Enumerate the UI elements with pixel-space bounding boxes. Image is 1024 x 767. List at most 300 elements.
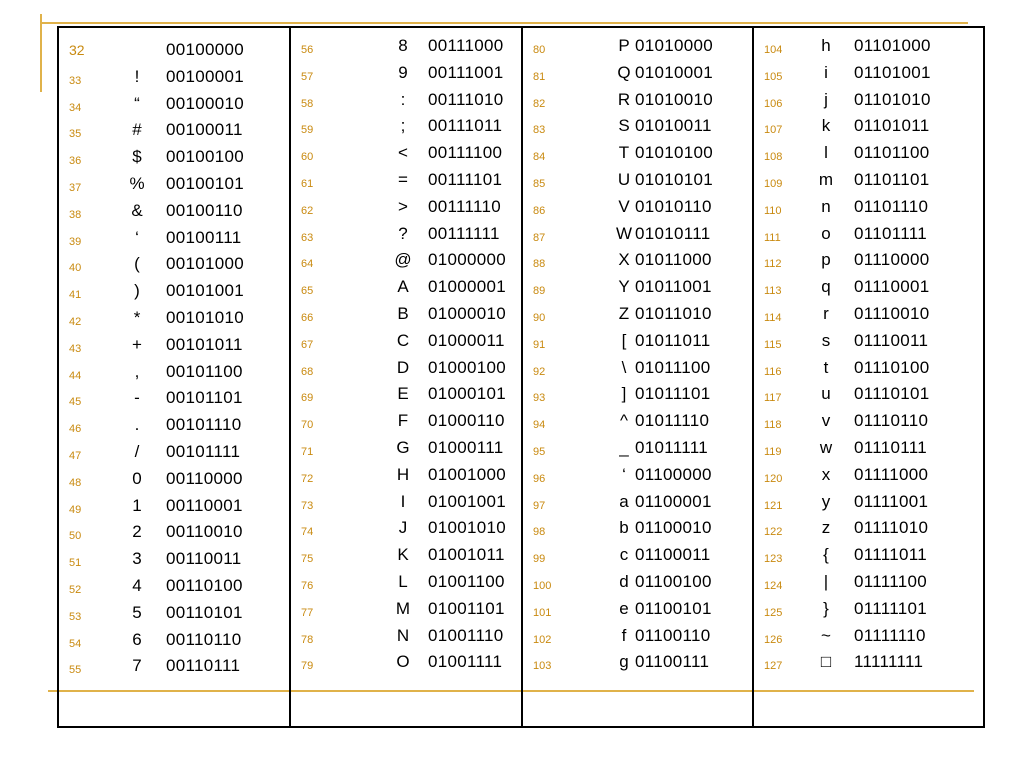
ascii-character: 2: [132, 522, 142, 542]
table-row: [754, 595, 984, 621]
table-row: [291, 541, 521, 567]
ascii-code: 127: [764, 660, 783, 673]
binary-value: 01110010: [854, 304, 930, 323]
table-row: [523, 220, 753, 246]
binary-value: 01011111: [635, 438, 708, 457]
ascii-character: 6: [132, 629, 142, 649]
binary-value: 00111100: [428, 143, 503, 163]
ascii-character: ]: [621, 384, 627, 404]
table-row: [754, 193, 984, 219]
table-row: [754, 327, 984, 353]
ascii-character: }: [823, 598, 829, 618]
table-row: [523, 139, 753, 165]
ascii-character: ‘: [135, 227, 139, 247]
ascii-code: 109: [764, 178, 783, 190]
table-row: [291, 246, 521, 272]
ascii-code: 56: [301, 44, 314, 56]
table-row: [59, 358, 289, 384]
ascii-character: L: [398, 572, 408, 591]
ascii-character: o: [821, 223, 831, 243]
ascii-character: x: [821, 464, 831, 484]
binary-value: 00111011: [428, 116, 503, 136]
table-row: [59, 411, 289, 437]
table-row: [291, 407, 521, 433]
ascii-character: g: [619, 652, 629, 672]
ascii-character: *: [133, 308, 141, 327]
ascii-code: 119: [764, 446, 782, 458]
binary-value: 01111010: [854, 518, 929, 538]
table-row: [754, 246, 984, 272]
ascii-code: 48: [69, 476, 82, 489]
table-row: [59, 626, 289, 652]
ascii-code: 97: [533, 499, 546, 512]
ascii-code: 80: [533, 44, 546, 56]
binary-value: 01110001: [854, 277, 930, 297]
table-row: [291, 568, 521, 594]
table-row: [523, 166, 753, 192]
table-row: [523, 622, 753, 648]
binary-value: 01001001: [428, 491, 507, 511]
ascii-code: 121: [764, 499, 783, 512]
table-row: [754, 380, 984, 406]
ascii-character: (: [134, 254, 140, 274]
ascii-code: 70: [301, 419, 314, 432]
table-row: [523, 568, 753, 594]
binary-value: 01110110: [854, 411, 929, 431]
ascii-code: 92: [533, 365, 546, 378]
ascii-character: %: [129, 174, 145, 193]
ascii-code: 124: [764, 580, 783, 592]
table-row: [59, 384, 289, 410]
ascii-character: n: [821, 196, 831, 216]
binary-value: 01001111: [428, 652, 503, 672]
table-row: [59, 304, 289, 330]
ascii-character: “: [134, 93, 140, 113]
binary-value: 00110101: [166, 602, 243, 622]
table-row: [754, 514, 984, 540]
table-row: [754, 59, 984, 85]
table-row: [291, 300, 521, 326]
table-row: [754, 648, 984, 674]
ascii-code: 33: [69, 74, 82, 87]
binary-value: 01011000: [635, 250, 712, 270]
decor-line-top: [40, 22, 968, 24]
binary-value: 01001110: [428, 625, 504, 645]
binary-value: 01100010: [635, 518, 712, 538]
ascii-character: 9: [398, 62, 408, 82]
table-row: [754, 541, 984, 567]
table-row: [523, 407, 753, 433]
binary-value: 01011100: [635, 357, 711, 377]
ascii-character: V: [618, 196, 630, 216]
ascii-code: 37: [69, 182, 82, 194]
ascii-code: 117: [764, 392, 782, 405]
binary-value: 00100110: [166, 200, 243, 220]
ascii-code: 69: [301, 392, 314, 405]
ascii-character: 1: [132, 495, 142, 515]
ascii-code: 101: [533, 606, 552, 619]
binary-value: 00110010: [166, 522, 243, 542]
binary-value: 01011001: [635, 277, 712, 297]
ascii-character: M: [395, 598, 411, 618]
binary-value: 01011011: [635, 330, 711, 350]
binary-value: 01110011: [854, 330, 929, 350]
binary-value: 01100111: [635, 652, 710, 672]
binary-value: 01011101: [635, 384, 711, 404]
ascii-character: i: [824, 62, 828, 82]
ascii-character: W: [615, 223, 633, 243]
ascii-code: 103: [533, 660, 552, 673]
table-row: [754, 32, 984, 58]
ascii-character: m: [818, 170, 834, 189]
table-row: [59, 197, 289, 223]
binary-value: 00111000: [428, 36, 504, 55]
ascii-code: 79: [301, 660, 314, 673]
ascii-character: 8: [398, 36, 408, 55]
binary-value: 01110000: [854, 250, 930, 270]
ascii-code: 113: [764, 285, 782, 298]
binary-value: 00111111: [428, 223, 500, 243]
table-row: [59, 90, 289, 116]
binary-value: 01110100: [854, 357, 930, 377]
ascii-character: R: [617, 89, 631, 109]
binary-value: 01110101: [854, 384, 930, 404]
ascii-code: 87: [533, 231, 546, 244]
ascii-code: 73: [301, 499, 314, 512]
ascii-character: 7: [132, 656, 142, 676]
ascii-character: K: [397, 545, 409, 565]
ascii-code: 68: [301, 365, 314, 378]
ascii-code: 66: [301, 312, 314, 324]
table-row: [523, 246, 753, 272]
table-row: [523, 193, 753, 219]
table-row: [59, 465, 289, 491]
ascii-character: ?: [398, 223, 408, 243]
binary-value: 01101010: [854, 89, 931, 109]
ascii-character: u: [821, 384, 831, 404]
column-3: [523, 28, 753, 726]
binary-value: 00101110: [166, 415, 242, 435]
ascii-character: $: [132, 147, 142, 167]
binary-value: 01100100: [635, 572, 712, 591]
ascii-character: N: [396, 625, 410, 645]
ascii-code: 42: [69, 316, 82, 328]
binary-value: 01111001: [854, 491, 929, 511]
ascii-code: 114: [764, 312, 782, 324]
ascii-code: 96: [533, 472, 546, 485]
ascii-code: 46: [69, 423, 82, 436]
table-row: [59, 518, 289, 544]
ascii-code: 58: [301, 97, 314, 110]
ascii-character: ;: [400, 116, 406, 136]
binary-value: 01000100: [428, 357, 507, 377]
binary-value: 01000111: [428, 438, 504, 457]
ascii-code: 118: [764, 419, 782, 432]
table-row: [59, 116, 289, 142]
ascii-character: [: [621, 330, 627, 350]
binary-value: 01011010: [635, 304, 712, 323]
table-row: [291, 488, 521, 514]
ascii-code: 35: [69, 128, 82, 141]
binary-value: 01110111: [854, 438, 927, 457]
binary-value: 01011110: [635, 411, 710, 431]
binary-value: 01101110: [854, 196, 929, 216]
table-row: [523, 595, 753, 621]
ascii-code: 34: [69, 101, 82, 114]
binary-value: 00100010: [166, 93, 245, 113]
ascii-character: Y: [618, 277, 630, 297]
binary-value: 01000000: [428, 250, 507, 270]
binary-value: 01001100: [428, 572, 505, 591]
ascii-character: /: [134, 442, 140, 461]
ascii-character: J: [398, 518, 408, 538]
ascii-code: 47: [69, 450, 82, 462]
ascii-code: 43: [69, 342, 82, 355]
table-row: [754, 112, 984, 138]
binary-value: 01101100: [854, 143, 930, 163]
binary-value: 01010101: [635, 170, 714, 189]
binary-value: 00110110: [166, 629, 242, 649]
binary-value: 01010111: [635, 223, 711, 243]
ascii-character: q: [821, 277, 831, 297]
table-row: [754, 622, 984, 648]
ascii-character: #: [132, 120, 142, 140]
binary-value: 00101111: [166, 442, 241, 461]
ascii-character: _: [619, 438, 629, 457]
ascii-character: r: [823, 304, 829, 323]
ascii-code: 112: [764, 258, 782, 271]
table-row: [754, 139, 984, 165]
table-row: [291, 595, 521, 621]
binary-value: 01010010: [635, 89, 714, 109]
ascii-code: 84: [533, 151, 546, 164]
binary-value: 01111101: [854, 598, 927, 618]
ascii-character: l: [824, 143, 828, 163]
binary-value: 00111001: [428, 62, 504, 82]
binary-value: 01001010: [428, 518, 507, 538]
binary-value: 01111000: [854, 464, 929, 484]
ascii-character: ,: [134, 361, 140, 381]
table-row: [523, 273, 753, 299]
table-row: [59, 572, 289, 598]
binary-value: 00101011: [166, 334, 243, 354]
ascii-character: 3: [132, 549, 142, 569]
ascii-character: .: [134, 415, 140, 435]
ascii-character: y: [821, 491, 831, 511]
ascii-character: z: [821, 518, 831, 538]
binary-value: 01000101: [428, 384, 507, 404]
ascii-character: T: [618, 143, 630, 163]
table-row: [291, 193, 521, 219]
ascii-code: 71: [301, 446, 314, 458]
binary-value: 00110111: [166, 656, 241, 676]
binary-value: 01010000: [635, 36, 714, 55]
ascii-character: &: [131, 200, 143, 220]
ascii-code: 115: [764, 338, 782, 351]
ascii-code: 45: [69, 396, 82, 409]
ascii-character: 0: [132, 468, 142, 488]
binary-value: 01111110: [854, 625, 926, 645]
table-row: [291, 112, 521, 138]
ascii-character: P: [618, 36, 630, 55]
ascii-code: 98: [533, 526, 546, 539]
table-row: [291, 32, 521, 58]
ascii-code: 38: [69, 208, 82, 221]
ascii-character: a: [619, 491, 629, 511]
binary-value: 01010100: [635, 143, 714, 163]
ascii-code: 61: [301, 178, 314, 190]
ascii-character: D: [396, 357, 410, 377]
table-row: [523, 514, 753, 540]
ascii-character: \: [621, 357, 627, 377]
ascii-character: S: [618, 116, 630, 136]
decor-line-left: [40, 14, 42, 92]
ascii-character: H: [396, 464, 410, 484]
ascii-code: 100: [533, 580, 552, 592]
ascii-character: >: [398, 196, 408, 216]
table-row: [754, 568, 984, 594]
ascii-code: 81: [533, 70, 546, 83]
table-row: [754, 354, 984, 380]
binary-value: 01100101: [635, 598, 712, 618]
ascii-code: 51: [69, 557, 82, 570]
table-row: [754, 461, 984, 487]
table-row: [59, 545, 289, 571]
ascii-code: 106: [764, 97, 783, 110]
binary-value: 00101010: [166, 308, 245, 327]
ascii-code: 95: [533, 446, 546, 458]
ascii-code: 90: [533, 312, 546, 324]
binary-value: 01001011: [428, 545, 505, 565]
ascii-character: t: [823, 357, 829, 377]
binary-value: 01001101: [428, 598, 505, 618]
ascii-character: c: [619, 545, 629, 565]
table-row: [291, 648, 521, 674]
ascii-code: 72: [301, 472, 314, 485]
table-row: [523, 488, 753, 514]
ascii-code: 39: [69, 235, 82, 248]
ascii-code: 120: [764, 472, 783, 485]
ascii-code: 62: [301, 204, 314, 217]
ascii-code: 40: [69, 262, 82, 275]
ascii-code: 104: [764, 44, 783, 56]
table-row: [754, 407, 984, 433]
ascii-code: 63: [301, 231, 314, 244]
table-row: [291, 380, 521, 406]
table-row: [523, 354, 753, 380]
ascii-character: O: [396, 652, 410, 672]
binary-value: 00101000: [166, 254, 245, 274]
table-row: [291, 514, 521, 540]
table-row: [523, 300, 753, 326]
ascii-code: 53: [69, 610, 82, 623]
ascii-character: X: [618, 250, 630, 270]
table-row: [59, 36, 289, 62]
ascii-binary-table: [57, 26, 985, 728]
table-row: [59, 224, 289, 250]
ascii-character: -: [134, 388, 140, 408]
table-row: [59, 143, 289, 169]
ascii-character: @: [394, 250, 412, 270]
ascii-character: U: [617, 170, 631, 189]
ascii-code: 110: [764, 204, 782, 217]
ascii-code: 88: [533, 258, 546, 271]
table-row: [291, 59, 521, 85]
ascii-code: 74: [301, 526, 314, 539]
ascii-code: 111: [764, 231, 781, 244]
ascii-character: F: [397, 411, 409, 431]
binary-value: 00100111: [166, 227, 242, 247]
binary-value: 01001000: [428, 464, 507, 484]
ascii-character: 4: [132, 576, 142, 595]
ascii-character: p: [821, 250, 831, 270]
table-row: [754, 220, 984, 246]
table-row: [59, 492, 289, 518]
binary-value: 01101011: [854, 116, 930, 136]
ascii-character: d: [619, 572, 629, 591]
binary-value: 00111010: [428, 89, 504, 109]
table-row: [754, 434, 984, 460]
binary-value: 01101000: [854, 36, 931, 55]
ascii-character: ): [134, 281, 140, 301]
binary-value: 00110001: [166, 495, 243, 515]
binary-value: 00101101: [166, 388, 243, 408]
ascii-code: 55: [69, 664, 82, 677]
table-row: [523, 59, 753, 85]
binary-value: 00111110: [428, 196, 501, 216]
ascii-code: 59: [301, 124, 314, 137]
ascii-code: 57: [301, 70, 314, 83]
binary-value: 01111011: [854, 545, 927, 565]
table-row: [291, 622, 521, 648]
ascii-code: 32: [69, 42, 85, 58]
ascii-code: 105: [764, 70, 783, 83]
ascii-character: {: [823, 545, 829, 565]
ascii-code: 49: [69, 503, 82, 516]
ascii-character: k: [821, 116, 831, 136]
ascii-character: 5: [132, 602, 142, 622]
ascii-code: 64: [301, 258, 314, 271]
binary-value: 01010110: [635, 196, 712, 216]
table-row: [523, 112, 753, 138]
table-row: [754, 273, 984, 299]
table-row: [754, 166, 984, 192]
ascii-code: 44: [69, 369, 82, 382]
column-1: [59, 28, 289, 726]
table-row: [523, 32, 753, 58]
ascii-character: Q: [617, 62, 631, 82]
ascii-character: <: [398, 143, 408, 163]
ascii-code: 76: [301, 580, 314, 592]
table-row: [523, 327, 753, 353]
ascii-character: E: [397, 384, 409, 404]
table-row: [59, 438, 289, 464]
binary-value: 00100001: [166, 66, 245, 86]
ascii-character: =: [398, 170, 408, 189]
ascii-character: b: [619, 518, 629, 538]
binary-value: 00100101: [166, 174, 245, 193]
ascii-code: 36: [69, 155, 82, 168]
ascii-character: |: [823, 572, 829, 591]
ascii-code: 91: [533, 338, 546, 351]
binary-value: 01101001: [854, 62, 931, 82]
binary-value: 01000110: [428, 411, 505, 431]
table-row: [523, 380, 753, 406]
ascii-code: 75: [301, 553, 314, 566]
ascii-code: 82: [533, 97, 546, 110]
ascii-character: ~: [821, 625, 831, 645]
table-row: [291, 220, 521, 246]
